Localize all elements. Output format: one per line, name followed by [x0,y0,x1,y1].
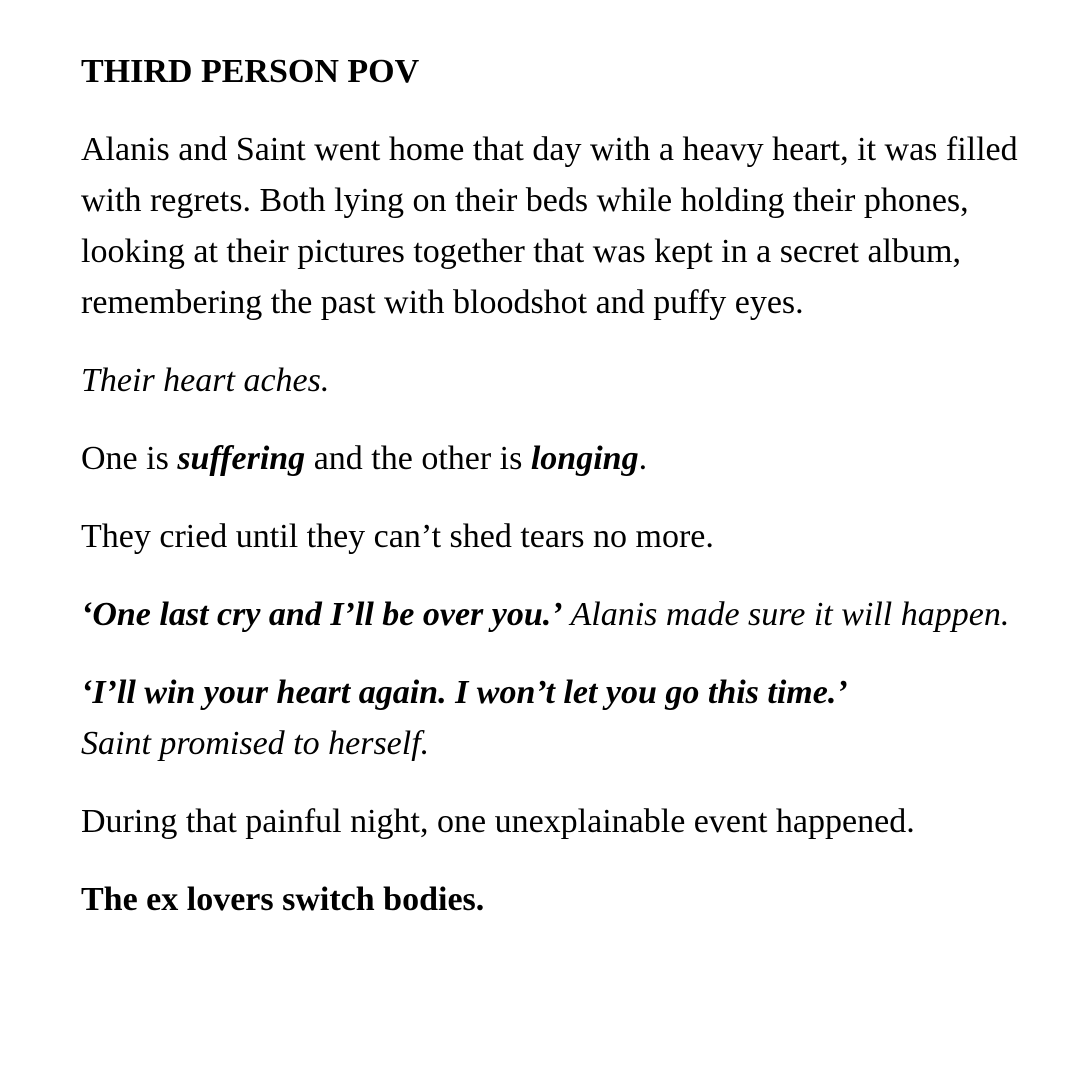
paragraph-suffering-longing [81,433,1021,484]
paragraph-cried: They cried until they can’t shed tears no more. [81,518,714,555]
paragraph-going-home: Alanis and Saint went home that day with a heavy heart, it was filled with regrets. Both lying on their beds while holding their phones, looking at their pictures together that was kept in a secret album, remembering the past with bloodshot and puffy eyes. [81,131,1018,321]
quote-saint: ‘I’ll win your heart again. I won’t let you go this time.’ [81,674,848,711]
emphasis-suffering: suffering [177,440,306,477]
text-segment: One is [81,440,178,477]
emphasis-longing: longing [530,440,639,477]
quote-alanis: ‘One last cry and I’ll be over you.’ [81,596,563,633]
section-heading: THIRD PERSON POV [81,53,420,90]
paragraph-alanis-quote [81,589,1021,640]
text-segment: . [638,440,648,477]
narration-alanis: Alanis made sure it will happen. [562,596,1010,633]
paragraph-event: During that painful night, one unexplainable event happened. [81,803,915,840]
paragraph-switch-bodies: The ex lovers switch bodies. [81,881,485,918]
paragraph-saint-quote [81,667,1021,769]
narration-saint: Saint promised to herself. [81,725,430,762]
document-body [81,46,1021,952]
text-segment: and the other is [305,440,531,477]
paragraph-heart-aches: Their heart aches. [81,362,330,399]
